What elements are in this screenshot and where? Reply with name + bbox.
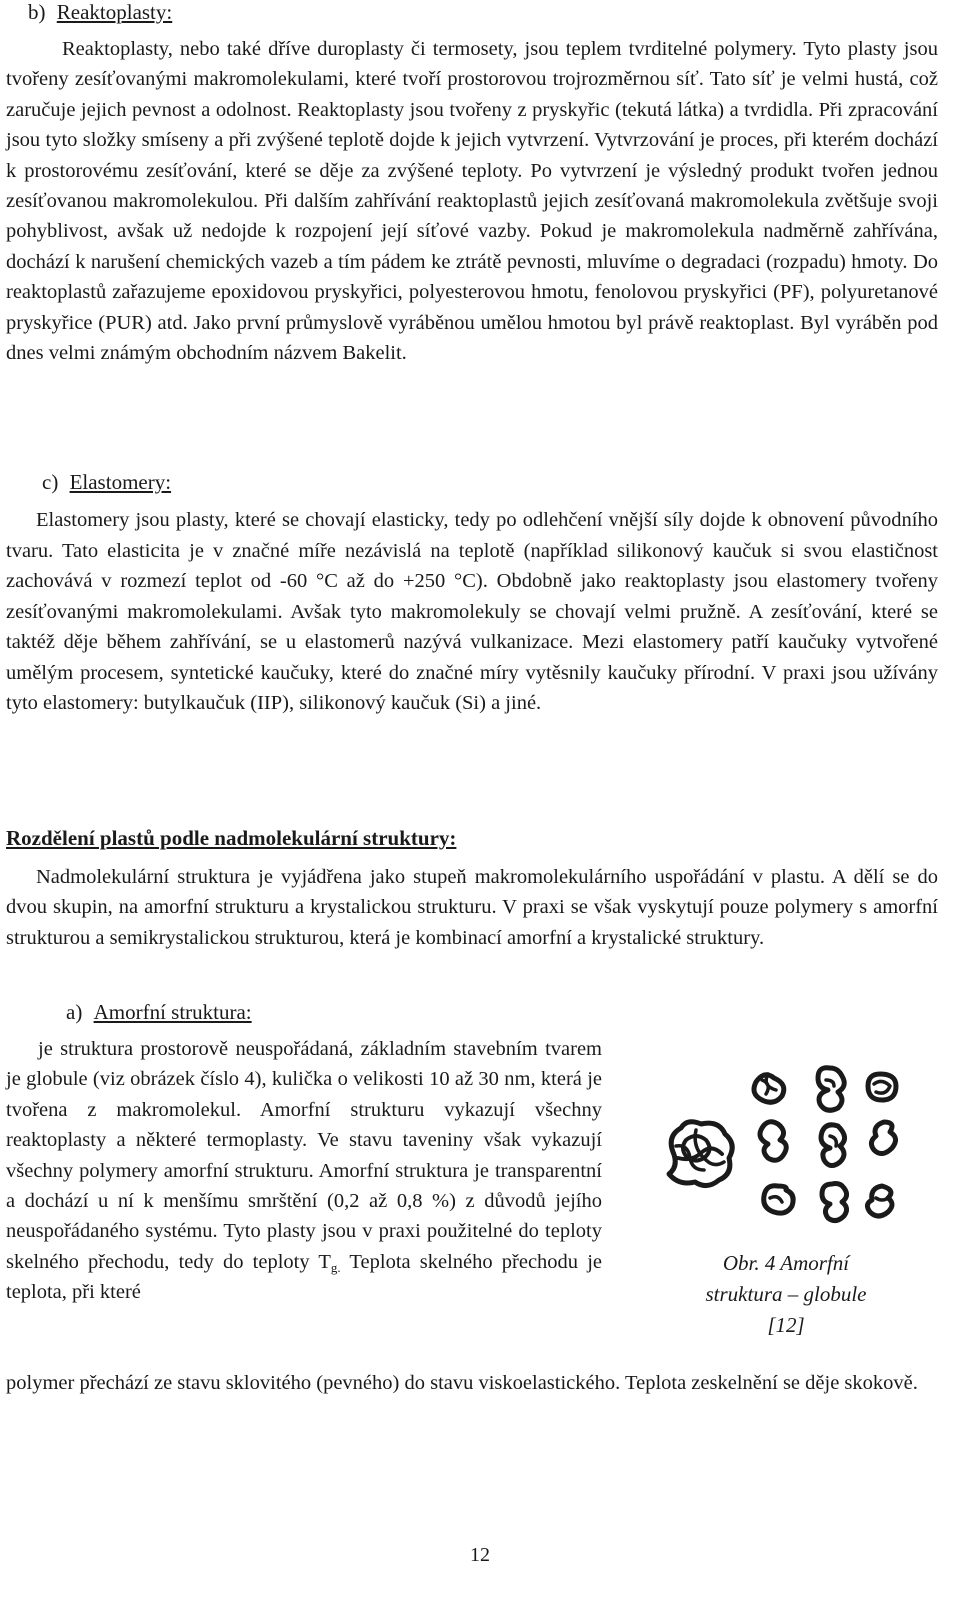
globule-r3-1 xyxy=(764,1186,793,1213)
section-a-paragraph-continued: polymer přechází ze stavu sklovitého (pevného) do stavu viskoelastického. Teplota zeskelnění se děje skokově. xyxy=(6,1372,918,1394)
figure-caption-line-3: [12] xyxy=(767,1313,805,1337)
section-a-text-2: Teplota skelného přechodu je teplota, při které xyxy=(6,1250,603,1304)
figure-caption-line-2: struktura – globule xyxy=(705,1282,867,1306)
globule-r2-2 xyxy=(821,1125,845,1166)
section-b-heading xyxy=(28,0,172,25)
section-b-label: Reaktoplasty: xyxy=(56,0,173,24)
globule-r1-2 xyxy=(818,1068,844,1111)
figure-caption xyxy=(642,1248,930,1341)
section-c-paragraph: Elastomery jsou plasty, které se chovají elasticky, tedy po odlehčení vnější síly dojde k obnovení původního tvaru. Tato elasticita je v značné míře nezávislá na teplotě (například silikonový kaučuk si svou elastičnost zachovává v rozmezí teplot od -60 °C až do +250 °C). Obdobně jako reaktoplasty jsou elastomery tvořeny zesíťovanými makromolekulami. Avšak tyto makromolekuly se chovají velmi pružně. A zesíťování, které se taktéž děje během zahřívání, se u elastomerů nazývá vulkanizace. Mezi elastomery patří kaučuky vytvořené umělým procesem, syntetické kaučuky, které do značné míry vytěsnily kaučuky přírodní. V praxi jsou užívány tyto elastomery: butylkaučuk (IIP), silikonový kaučuk (Si) a jiné. xyxy=(6,509,938,714)
section-a-marker: a) xyxy=(66,1000,83,1024)
section-c-marker: c) xyxy=(42,470,59,494)
globule-r1-1 xyxy=(754,1074,784,1102)
globule-illustration xyxy=(646,1058,926,1238)
section-a-text-1: je struktura prostorově neuspořádaná, základním stavebním tvarem je globule (viz obrázek číslo 4), kulička o velikosti 10 až 30 nm, která je tvořena z makromolekul. Amorfní strukturu vykazují všechny reaktoplasty a některé termoplasty. Ve stavu taveniny však vykazují všechny polymery amorfní strukturu. Amorfní struktura je transparentní a dochází u ní k menšímu smrštění (0,2 až 0,8 %) z důvodů jejího neuspořádaného systému. Tyto plasty jsou v praxi použitelné do teploty skelného přechodu, tedy do teploty T xyxy=(6,1038,602,1273)
large-globule xyxy=(669,1122,732,1186)
section-b-paragraph: Reaktoplasty, nebo také dříve duroplasty či termosety, jsou teplem tvrditelné polymery. Tyto plasty jsou tvořeny zesíťovanými makromolekulami, které tvoří prostorovou trojrozměrnou síť. Tato síť je velmi hustá, což zaručuje jejich pevnost a odolnost. Reaktoplasty jsou tvořeny z pryskyřic (tekutá látka) a tvrdidla. Při zpracování jsou tyto složky smíseny a při zvýšené teplotě dojde k jejich vytvrzení. Vytvrzování je proces, při kterém dochází k prostorovému zesíťování, které se děje za zvýšené teploty. Po vytvrzení je výsledný produkt tvořen jednou zesíťovanou makromolekulou. Při dalším zahřívání reaktoplastů jejich zesíťovaná makromolekula zvětšuje svoji pohyblivost, avšak už nedojde k rozpojení její síťové vazby. Pokud je makromolekula nadměrně zahřívána, dochází k narušení chemických vazeb a tím pádem ke ztrátě pevnosti, mluvíme o degradaci (rozpadu) hmoty. Do reaktoplastů zařazujeme epoxidovou pryskyřici, polyesterovou hmotu, fenolovou pryskyřici (PF), polyuretanové pryskyřice (PUR) atd. Jako první průmyslově vyráběnou umělou hmotou byl právě reaktoplast. Byl vyráběn pod dnes velmi známým obchodním názvem Bakelit. xyxy=(6,38,938,365)
globule-r1-3 xyxy=(868,1074,896,1100)
section-a-label: Amorfní struktura: xyxy=(93,1000,252,1024)
glass-transition-subscript: g. xyxy=(330,1259,341,1275)
globule-r3-3 xyxy=(867,1186,892,1216)
section-c-heading xyxy=(42,470,171,495)
section-c-label: Elastomery: xyxy=(69,470,172,494)
amorphous-globule-figure xyxy=(646,1058,926,1238)
section-a-paragraph xyxy=(6,1034,602,1308)
page-number: 12 xyxy=(470,1544,490,1566)
globule-r2-1 xyxy=(760,1122,786,1161)
section-b-marker: b) xyxy=(28,0,46,24)
globule-r2-3 xyxy=(871,1122,895,1154)
section-title: Rozdělení plastů podle nadmolekulární struktury: xyxy=(6,826,457,850)
figure-caption-line-1: Obr. 4 Amorfní xyxy=(722,1251,850,1275)
main-section-paragraph: Nadmolekulární struktura je vyjádřena jako stupeň makromolekulárního uspořádání v plastu. A dělí se do dvou skupin, na amorfní strukturu a krystalickou strukturu. V praxi se však vyskytují pouze polymery s amorfní strukturou a semikrystalickou strukturou, která je kombinací amorfní a krystalické struktury. xyxy=(6,866,938,949)
globule-r3-2 xyxy=(822,1184,847,1221)
section-a-heading xyxy=(66,1000,252,1025)
